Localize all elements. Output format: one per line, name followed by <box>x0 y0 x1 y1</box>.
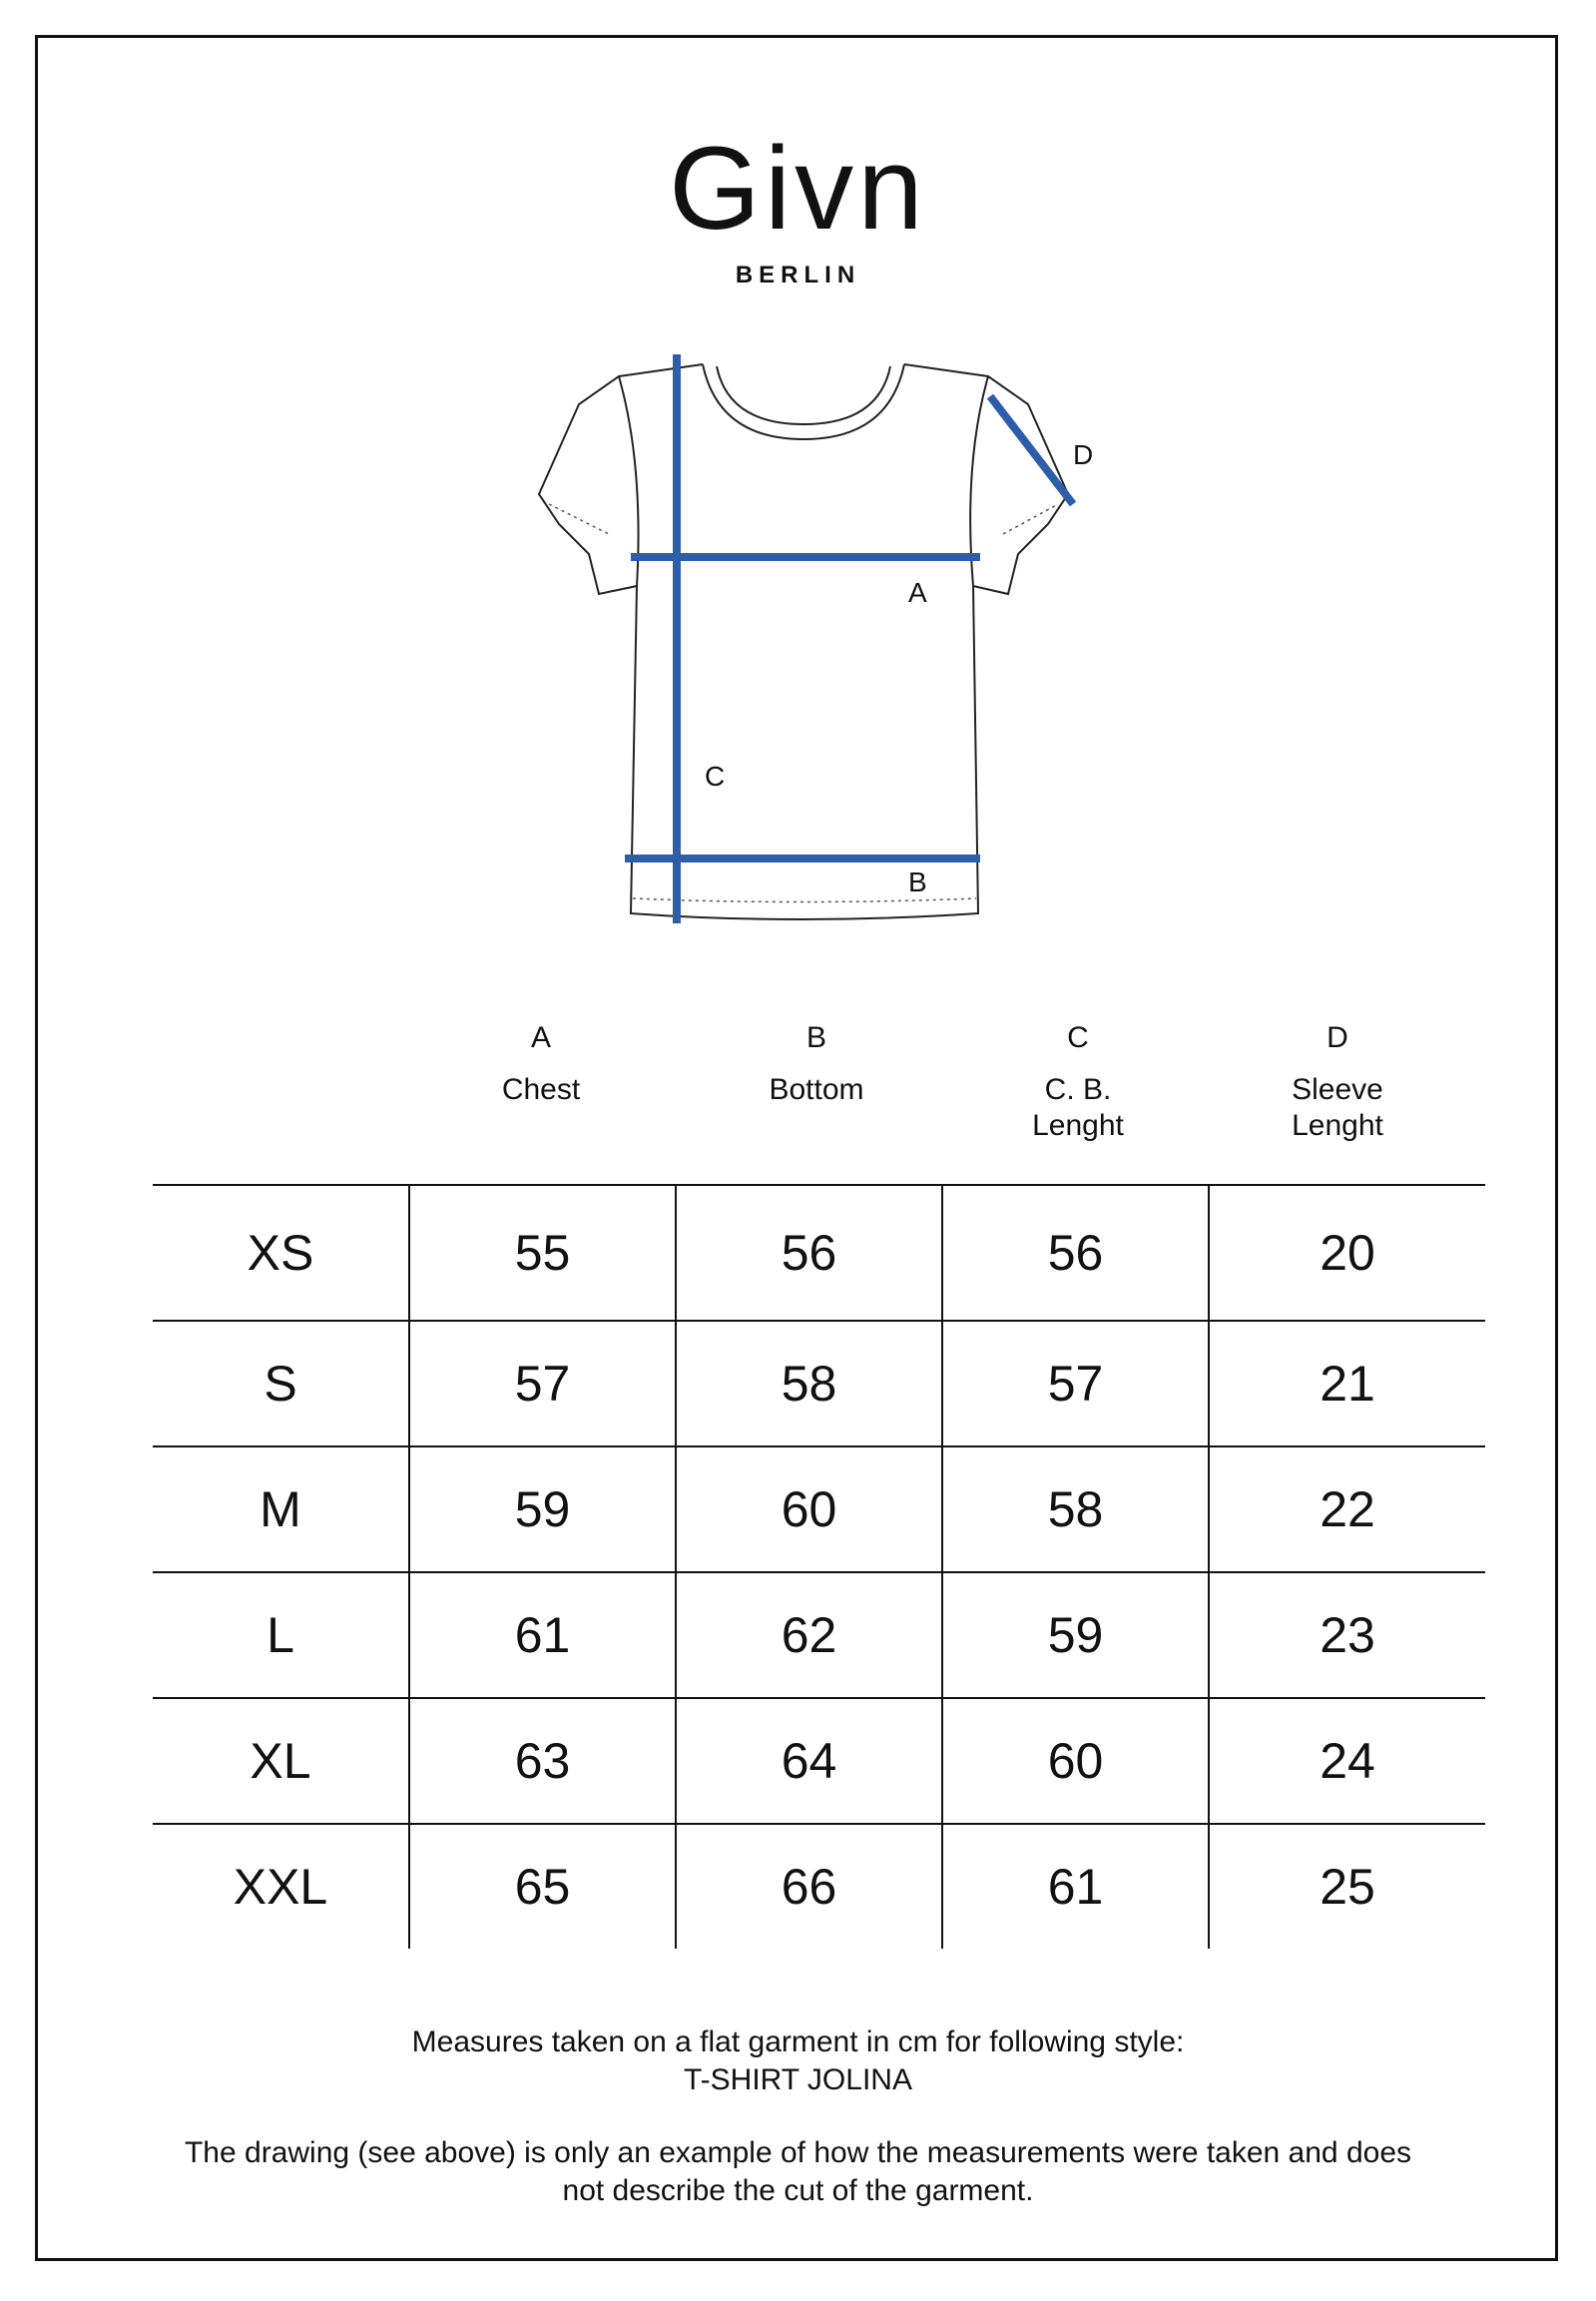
measurement-note-line: Measures taken on a flat garment in cm for following style: <box>411 2025 1185 2058</box>
left-sleeve-hem <box>549 504 609 534</box>
value-cell: 63 <box>409 1698 676 1824</box>
value-cell: 61 <box>942 1824 1209 1949</box>
value-cell: 57 <box>409 1321 676 1446</box>
column-header-bottom <box>687 1020 946 1108</box>
tshirt-neck-inner <box>717 366 890 424</box>
tshirt-neck-outer <box>703 364 904 439</box>
label-c: C <box>705 761 726 792</box>
value-cell: 61 <box>409 1572 676 1698</box>
table-row <box>153 1824 1485 1949</box>
value-cell: 56 <box>942 1185 1209 1321</box>
column-name: Bottom <box>769 1073 864 1106</box>
table-row <box>153 1321 1485 1446</box>
column-letter: C <box>1067 1021 1089 1054</box>
column-letter: D <box>1327 1021 1348 1054</box>
value-cell: 58 <box>676 1321 942 1446</box>
brand-logo: Givn <box>669 123 927 255</box>
size-cell: M <box>153 1446 409 1572</box>
column-name: C. B. Lenght <box>1032 1073 1124 1142</box>
column-letter: A <box>530 1021 551 1054</box>
value-cell: 60 <box>942 1698 1209 1824</box>
value-cell: 55 <box>409 1185 676 1321</box>
size-cell: XL <box>153 1698 409 1824</box>
style-name: T-SHIRT JOLINA <box>684 2063 912 2096</box>
brand-city: BERLIN <box>735 262 861 288</box>
value-cell: 58 <box>942 1446 1209 1572</box>
value-cell: 62 <box>676 1572 942 1698</box>
table-row <box>153 1572 1485 1698</box>
disclaimer-note <box>60 2134 1536 2210</box>
value-cell: 57 <box>942 1321 1209 1446</box>
disclaimer-line: The drawing (see above) is only an example of how the measurements were taken and does <box>184 2136 1412 2169</box>
value-cell: 66 <box>676 1824 942 1949</box>
value-cell: 20 <box>1209 1185 1485 1321</box>
value-cell: 23 <box>1209 1572 1485 1698</box>
measurement-note <box>60 2023 1536 2099</box>
label-d: D <box>1073 439 1094 470</box>
column-header-chest <box>411 1020 671 1108</box>
label-a: A <box>908 577 927 608</box>
value-cell: 59 <box>942 1572 1209 1698</box>
bottom-hem <box>633 898 976 902</box>
size-table <box>153 1184 1485 1949</box>
value-cell: 22 <box>1209 1446 1485 1572</box>
value-cell: 65 <box>409 1824 676 1949</box>
value-cell: 59 <box>409 1446 676 1572</box>
value-cell: 64 <box>676 1698 942 1824</box>
value-cell: 25 <box>1209 1824 1485 1949</box>
right-sleeve-hem <box>1003 504 1058 534</box>
column-headers <box>0 1020 1596 1180</box>
value-cell: 56 <box>676 1185 942 1321</box>
disclaimer-line: not describe the cut of the garment. <box>562 2174 1034 2207</box>
size-cell: L <box>153 1572 409 1698</box>
table-row <box>153 1185 1485 1321</box>
tshirt-outline <box>539 364 1068 919</box>
value-cell: 21 <box>1209 1321 1485 1446</box>
table-row <box>153 1446 1485 1572</box>
tshirt-diagram <box>519 354 1094 933</box>
value-cell: 60 <box>676 1446 942 1572</box>
size-cell: XS <box>153 1185 409 1321</box>
column-name: Chest <box>501 1073 581 1106</box>
table-row <box>153 1698 1485 1824</box>
size-cell: XXL <box>153 1824 409 1949</box>
column-header-cb-length <box>948 1020 1208 1144</box>
column-header-sleeve-length <box>1208 1020 1467 1144</box>
value-cell: 24 <box>1209 1698 1485 1824</box>
column-letter: B <box>805 1021 826 1054</box>
column-name: Sleeve Lenght <box>1292 1073 1383 1142</box>
size-cell: S <box>153 1321 409 1446</box>
label-b: B <box>908 866 927 897</box>
